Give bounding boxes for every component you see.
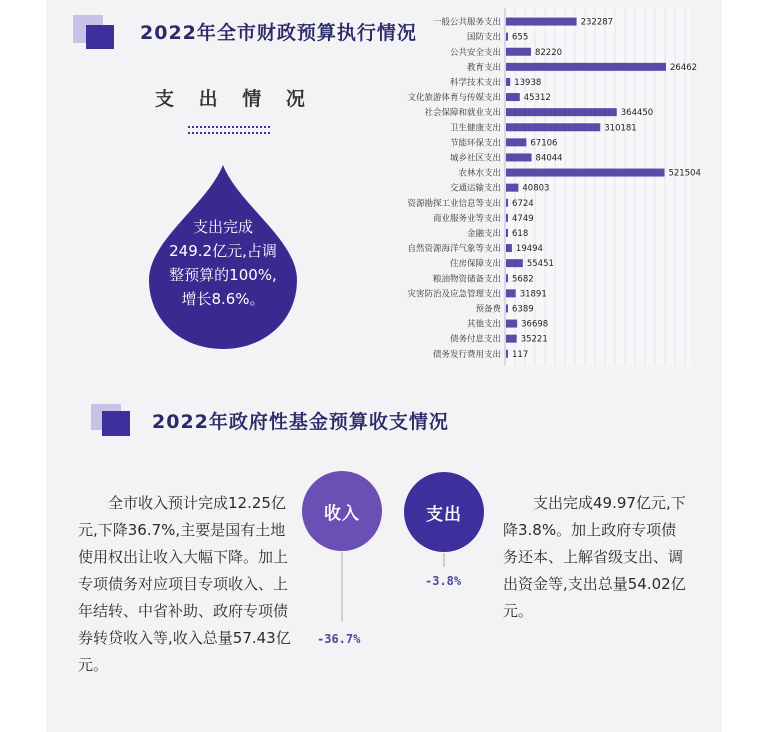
expenditure-connector <box>443 553 445 567</box>
section1-title: 2022年全市财政预算执行情况 <box>140 22 417 44</box>
value-label: 364450 <box>620 108 654 119</box>
category-label: 公共安全支出 <box>449 47 501 58</box>
category-label: 资源勘探工业信息等支出 <box>407 198 501 209</box>
drop-line: 增长8.6%。 <box>181 290 265 308</box>
bar <box>506 199 508 207</box>
bar <box>506 63 666 71</box>
value-label: 117 <box>512 349 529 360</box>
income-description: 全市收入预计完成12.25亿元,下降36.7%,主要是国有土地使用权出让收入大幅下降。加上专项债务对应项目专项收入、上年结转、中省补助、政府专项债券转贷收入等,收入总量57.43亿元。 <box>78 494 291 674</box>
income-label: 收入 <box>324 503 360 524</box>
value-label: 67106 <box>530 138 558 149</box>
value-label: 310181 <box>604 123 637 134</box>
bar <box>506 48 531 56</box>
category-label: 其他支出 <box>466 319 501 330</box>
bar <box>506 123 600 131</box>
bar <box>506 229 508 237</box>
bar <box>506 320 517 328</box>
category-label: 节能环保支出 <box>449 138 501 149</box>
income-change: -36.7% <box>317 632 361 646</box>
category-label: 国防支出 <box>466 32 501 43</box>
category-label: 社会保障和就业支出 <box>424 108 501 119</box>
bar <box>506 274 508 282</box>
value-label: 55451 <box>526 259 554 270</box>
income-circle <box>302 471 382 551</box>
income-connector <box>341 552 343 622</box>
category-label: 农林水支出 <box>458 168 501 179</box>
category-label: 债务发行费用支出 <box>432 349 501 360</box>
drop-line: 支出完成 <box>192 218 253 236</box>
bar <box>506 335 517 343</box>
expenditure-change: -3.8% <box>425 574 462 588</box>
category-label: 灾害防治及应急管理支出 <box>407 289 501 300</box>
category-label: 商业服务业等支出 <box>432 213 501 224</box>
expenditure-description: 支出完成49.97亿元,下降3.8%。加上政府专项债务还本、上解省级支出、调出资金等,支出总量54.02亿元。 <box>503 494 686 620</box>
dotted-divider <box>188 126 270 134</box>
drop-summary <box>149 215 297 311</box>
bar <box>506 214 508 222</box>
category-label: 文化旅游体育与传媒支出 <box>407 93 501 104</box>
category-label: 住房保障支出 <box>449 259 501 270</box>
bar <box>506 259 523 267</box>
expenditure-circle <box>404 472 484 552</box>
bar <box>506 18 577 26</box>
category-label: 城乡社区支出 <box>449 153 501 164</box>
value-label: 40803 <box>522 183 550 194</box>
bar <box>506 153 532 161</box>
value-label: 655 <box>512 32 529 43</box>
category-label: 一般公共服务支出 <box>432 17 501 28</box>
bar <box>506 33 508 41</box>
bar <box>506 184 518 192</box>
expenditure-heading: 支 出 情 况 <box>155 88 314 110</box>
value-label: 36698 <box>521 319 549 330</box>
value-label: 521504 <box>668 168 701 179</box>
category-label: 粮油物资储备支出 <box>432 274 501 285</box>
value-label: 45312 <box>523 93 551 104</box>
value-label: 35221 <box>520 334 548 345</box>
value-label: 31891 <box>519 289 547 300</box>
category-label: 金融支出 <box>466 228 501 239</box>
bar <box>506 244 512 252</box>
category-label: 预备费 <box>475 304 501 315</box>
bar <box>506 138 526 146</box>
value-label: 232287 <box>580 17 614 28</box>
bar <box>506 289 516 297</box>
category-label: 科学技术支出 <box>449 77 501 88</box>
value-label: 6389 <box>512 304 534 315</box>
bar <box>506 78 510 86</box>
category-label: 教育支出 <box>466 62 501 73</box>
value-label: 5682 <box>512 274 534 285</box>
bar <box>506 169 664 177</box>
bar <box>506 93 520 101</box>
value-label: 82220 <box>534 47 563 58</box>
expenditure-label: 支出 <box>426 504 462 525</box>
value-label: 84044 <box>535 153 563 164</box>
category-label: 自然资源海洋气象等支出 <box>407 244 501 255</box>
value-label: 6724 <box>512 198 534 209</box>
bar <box>506 304 508 312</box>
bar <box>506 108 617 116</box>
category-label: 卫生健康支出 <box>449 123 501 134</box>
value-label: 19494 <box>515 244 543 255</box>
value-label: 13938 <box>514 77 542 88</box>
category-label: 交通运输支出 <box>449 183 501 194</box>
category-label: 债务付息支出 <box>449 334 501 345</box>
value-label: 618 <box>512 228 529 239</box>
section2-title: 2022年政府性基金预算收支情况 <box>152 411 449 433</box>
expenditure-bar-chart <box>395 8 701 366</box>
value-label: 4749 <box>512 213 534 224</box>
value-label: 26462 <box>670 62 698 73</box>
drop-line: 整预算的100%, <box>169 266 277 284</box>
drop-line: 249.2亿元,占调 <box>169 242 277 260</box>
bar <box>506 350 508 358</box>
